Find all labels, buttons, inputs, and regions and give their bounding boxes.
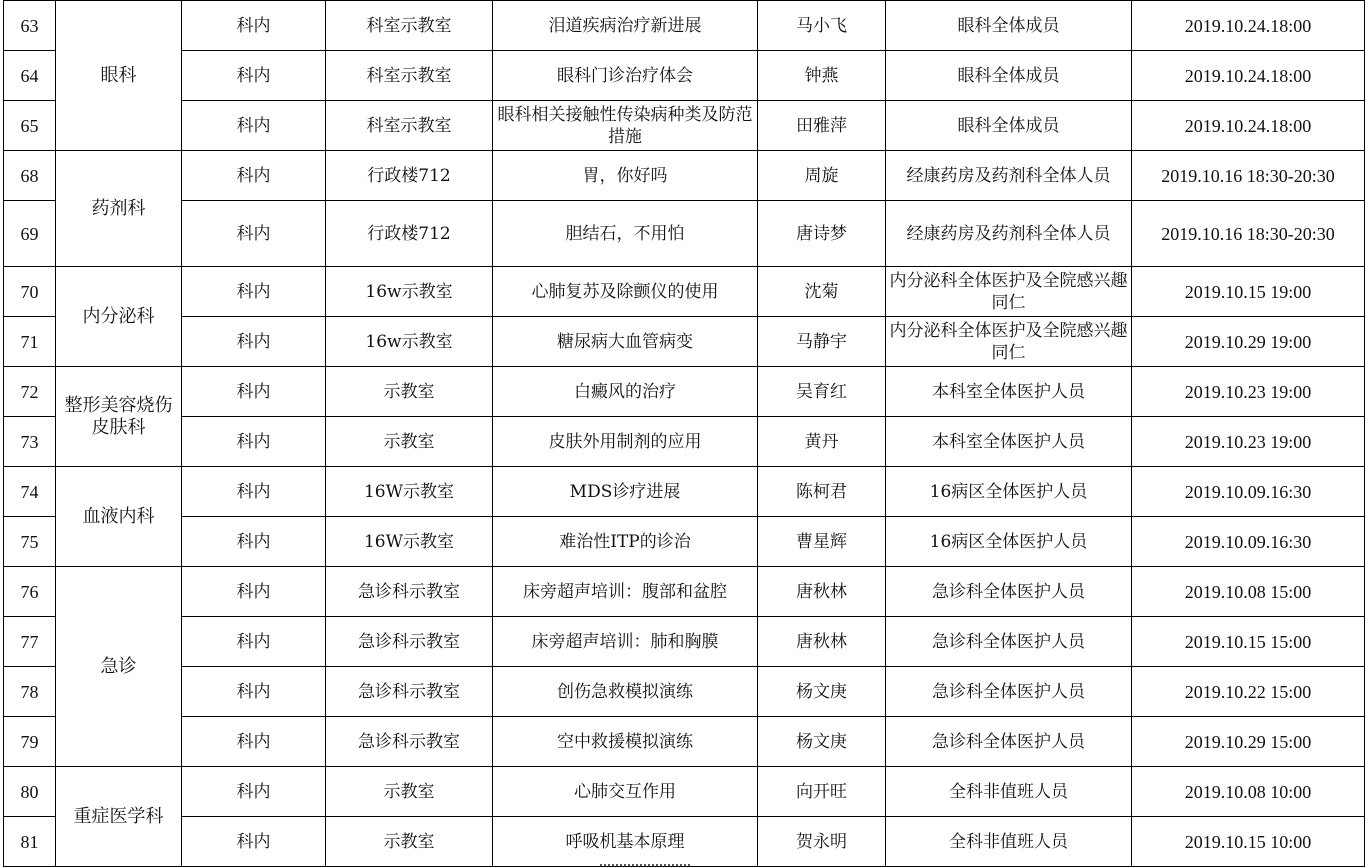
row-number-cell: 65 [4,101,56,151]
topic-cell: 床旁超声培训：腹部和盆腔 [493,567,758,617]
location-cell: 示教室 [326,417,493,467]
time-cell: 2019.10.23 19:00 [1132,417,1365,467]
location-cell: 急诊科示教室 [326,617,493,667]
type-cell: 科内 [182,317,326,367]
time-cell: 2019.10.08 15:00 [1132,567,1365,617]
audience-cell: 急诊科全体医护人员 [886,667,1132,717]
row-number-cell: 72 [4,367,56,417]
table-row [4,101,1365,151]
table-row [4,417,1365,467]
time-cell: 2019.10.22 15:00 [1132,667,1365,717]
time-cell: 2019.10.24.18:00 [1132,1,1365,51]
speaker-cell: 周旋 [758,151,886,201]
department-cell: 眼科 [56,1,182,151]
table-row [4,317,1365,367]
time-cell: 2019.10.24.18:00 [1132,51,1365,101]
next-page-fragment [540,858,740,868]
topic-cell: 创伤急救模拟演练 [493,667,758,717]
department-cell: 重症医学科 [56,767,182,867]
topic-cell: 空中救援模拟演练 [493,717,758,767]
topic-cell: 泪道疾病治疗新进展 [493,1,758,51]
row-number-cell: 63 [4,1,56,51]
topic-cell: 胃，你好吗 [493,151,758,201]
speaker-cell: 沈菊 [758,267,886,317]
topic-cell: 眼科相关接触性传染病种类及防范措施 [493,101,758,151]
location-cell: 16w示教室 [326,267,493,317]
row-number-cell: 77 [4,617,56,667]
training-schedule-table [3,0,1365,867]
type-cell: 科内 [182,717,326,767]
time-cell: 2019.10.16 18:30-20:30 [1132,201,1365,267]
audience-cell: 16病区全体医护人员 [886,517,1132,567]
type-cell: 科内 [182,517,326,567]
speaker-cell: 唐秋林 [758,617,886,667]
audience-cell: 内分泌科全体医护及全院感兴趣同仁 [886,317,1132,367]
speaker-cell: 曹星辉 [758,517,886,567]
location-cell: 科室示教室 [326,51,493,101]
row-number-cell: 69 [4,201,56,267]
speaker-cell: 马静宇 [758,317,886,367]
audience-cell: 16病区全体医护人员 [886,467,1132,517]
speaker-cell: 钟燕 [758,51,886,101]
time-cell: 2019.10.24.18:00 [1132,101,1365,151]
type-cell: 科内 [182,417,326,467]
location-cell: 16w示教室 [326,317,493,367]
audience-cell: 急诊科全体医护人员 [886,567,1132,617]
audience-cell: 全科非值班人员 [886,817,1132,867]
speaker-cell: 向开旺 [758,767,886,817]
table-row [4,517,1365,567]
topic-cell: 难治性ITP的诊治 [493,517,758,567]
location-cell: 16W示教室 [326,467,493,517]
table-row [4,667,1365,717]
row-number-cell: 76 [4,567,56,617]
table-row [4,767,1365,817]
row-number-cell: 74 [4,467,56,517]
row-number-cell: 73 [4,417,56,467]
type-cell: 科内 [182,767,326,817]
topic-cell: 糖尿病大血管病变 [493,317,758,367]
row-number-cell: 81 [4,817,56,867]
row-number-cell: 75 [4,517,56,567]
type-cell: 科内 [182,267,326,317]
topic-cell: MDS诊疗进展 [493,467,758,517]
audience-cell: 全科非值班人员 [886,767,1132,817]
audience-cell: 眼科全体成员 [886,101,1132,151]
topic-cell: 呼吸机基本原理 [493,817,758,867]
topic-cell: 床旁超声培训：肺和胸膜 [493,617,758,667]
location-cell: 行政楼712 [326,151,493,201]
audience-cell: 内分泌科全体医护及全院感兴趣同仁 [886,267,1132,317]
type-cell: 科内 [182,667,326,717]
audience-cell: 眼科全体成员 [886,51,1132,101]
audience-cell: 眼科全体成员 [886,1,1132,51]
department-cell: 药剂科 [56,151,182,267]
table-row [4,717,1365,767]
time-cell: 2019.10.23 19:00 [1132,367,1365,417]
location-cell: 示教室 [326,817,493,867]
row-number-cell: 80 [4,767,56,817]
speaker-cell: 唐诗梦 [758,201,886,267]
location-cell: 急诊科示教室 [326,567,493,617]
type-cell: 科内 [182,617,326,667]
time-cell: 2019.10.15 19:00 [1132,267,1365,317]
table-row [4,567,1365,617]
topic-cell: 白癜风的治疗 [493,367,758,417]
speaker-cell: 贺永明 [758,817,886,867]
row-number-cell: 78 [4,667,56,717]
time-cell: 2019.10.16 18:30-20:30 [1132,151,1365,201]
topic-cell: 眼科门诊治疗体会 [493,51,758,101]
time-cell: 2019.10.09.16:30 [1132,517,1365,567]
topic-cell: 皮肤外用制剂的应用 [493,417,758,467]
type-cell: 科内 [182,51,326,101]
speaker-cell: 田雅萍 [758,101,886,151]
type-cell: 科内 [182,567,326,617]
location-cell: 急诊科示教室 [326,717,493,767]
topic-cell: 胆结石，不用怕 [493,201,758,267]
audience-cell: 本科室全体医护人员 [886,417,1132,467]
location-cell: 示教室 [326,767,493,817]
speaker-cell: 杨文庚 [758,667,886,717]
speaker-cell: 唐秋林 [758,567,886,617]
speaker-cell: 陈柯君 [758,467,886,517]
row-number-cell: 79 [4,717,56,767]
time-cell: 2019.10.29 15:00 [1132,717,1365,767]
speaker-cell: 吴育红 [758,367,886,417]
location-cell: 急诊科示教室 [326,667,493,717]
row-number-cell: 70 [4,267,56,317]
type-cell: 科内 [182,1,326,51]
location-cell: 科室示教室 [326,101,493,151]
type-cell: 科内 [182,201,326,267]
audience-cell: 本科室全体医护人员 [886,367,1132,417]
speaker-cell: 黄丹 [758,417,886,467]
time-cell: 2019.10.15 15:00 [1132,617,1365,667]
table-row [4,367,1365,417]
location-cell: 科室示教室 [326,1,493,51]
audience-cell: 急诊科全体医护人员 [886,717,1132,767]
speaker-cell: 杨文庚 [758,717,886,767]
table-row [4,467,1365,517]
type-cell: 科内 [182,367,326,417]
row-number-cell: 64 [4,51,56,101]
row-number-cell: 68 [4,151,56,201]
audience-cell: 经康药房及药剂科全体人员 [886,201,1132,267]
type-cell: 科内 [182,151,326,201]
location-cell: 行政楼712 [326,201,493,267]
table-row [4,51,1365,101]
location-cell: 16W示教室 [326,517,493,567]
time-cell: 2019.10.29 19:00 [1132,317,1365,367]
topic-cell: 心肺交互作用 [493,767,758,817]
department-cell: 血液内科 [56,467,182,567]
location-cell: 示教室 [326,367,493,417]
speaker-cell: 马小飞 [758,1,886,51]
department-cell: 整形美容烧伤皮肤科 [56,367,182,467]
type-cell: 科内 [182,467,326,517]
row-number-cell: 71 [4,317,56,367]
topic-cell: 心肺复苏及除颤仪的使用 [493,267,758,317]
table-row [4,617,1365,667]
department-cell: 急诊 [56,567,182,767]
table-row [4,201,1365,267]
type-cell: 科内 [182,817,326,867]
table-row [4,151,1365,201]
type-cell: 科内 [182,101,326,151]
audience-cell: 急诊科全体医护人员 [886,617,1132,667]
time-cell: 2019.10.15 10:00 [1132,817,1365,867]
table-row [4,267,1365,317]
time-cell: 2019.10.08 10:00 [1132,767,1365,817]
department-cell: 内分泌科 [56,267,182,367]
table-row [4,1,1365,51]
audience-cell: 经康药房及药剂科全体人员 [886,151,1132,201]
time-cell: 2019.10.09.16:30 [1132,467,1365,517]
